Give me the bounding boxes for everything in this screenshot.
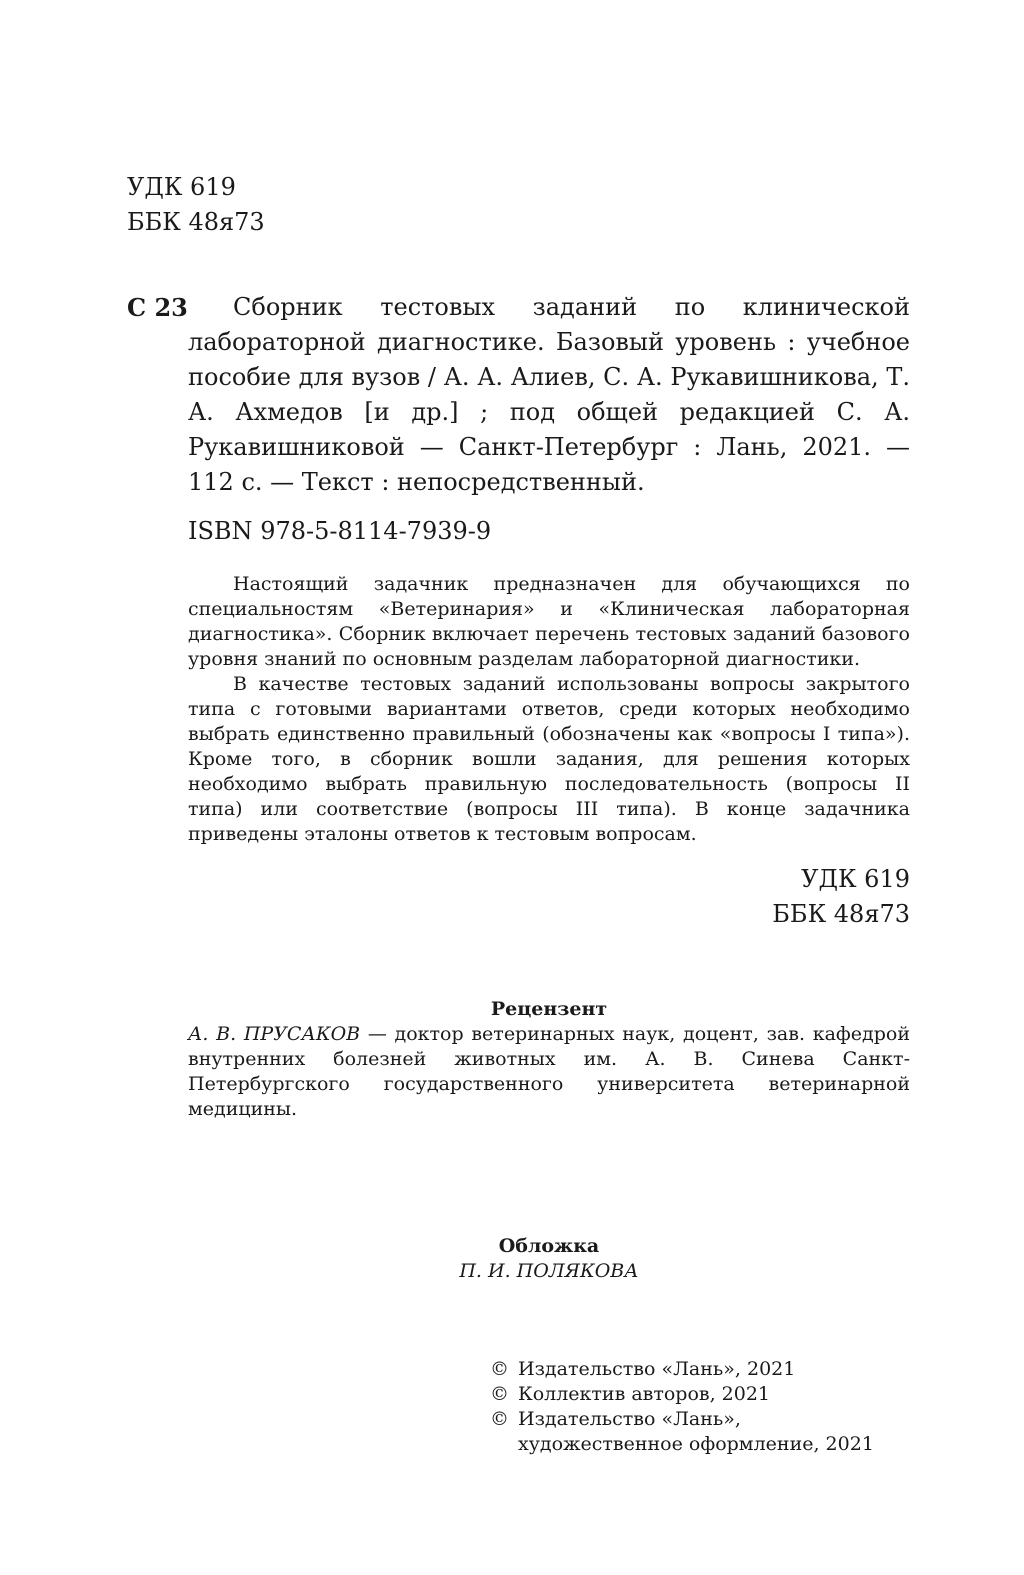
copyright-line-1 (490, 1357, 874, 1382)
copyright-symbol: © (490, 1408, 509, 1430)
bbk-code-bottom: ББК 48я73 (772, 900, 910, 928)
annotation-paragraph-2: В качестве тестовых заданий использованы вопросы закрытого типа с готовыми вариантами ответов, среди которых необходимо выбрать единственно правильный (обозначены как «вопросы I типа»). Кроме того, в сборник вошли задания, для решения которых необходимо выбрать правильную последовательность (вопросы II типа) или соответствие (вопросы III типа). В конце задачника приведены эталоны ответов к тестовым вопросам. (188, 673, 910, 845)
copyright-line-2 (490, 1382, 874, 1407)
bibliographic-description: Сборник тестовых заданий по клинической лабораторной диагностике. Базовый уровень : учебное пособие для вузов / А. А. Алиев, С. А. Рукавишникова, Т. А. Ахмедов [и др.] ; под общей редакцией С. А. Рукавишниковой — Санкт-Петербург : Лань, 2021. — 112 с. — Текст : непосредственный. (188, 293, 910, 496)
copyright-text-3b: художественное оформление, 2021 (518, 1433, 874, 1455)
copyright-symbol: © (490, 1383, 509, 1405)
reviewer-name: А. В. ПРУСАКОВ (188, 1023, 361, 1045)
udk-code: УДК 619 (127, 173, 236, 201)
cover-heading: Обложка (498, 1235, 600, 1257)
bbk-code: ББК 48я73 (127, 208, 265, 236)
cover-designer: П. И. ПОЛЯКОВА (459, 1260, 639, 1282)
copyright-text-3a: Издательство «Лань», (518, 1408, 741, 1430)
cover-block (188, 1234, 910, 1284)
udk-code-bottom: УДК 619 (801, 865, 910, 893)
copyright-block (490, 1357, 874, 1457)
reviewer-heading: Рецензент (490, 998, 608, 1020)
copyright-line-3 (490, 1407, 874, 1432)
copyright-text-2: Коллектив авторов, 2021 (518, 1383, 771, 1405)
annotation-paragraph-1: Настоящий задачник предназначен для обучающихся по специальностям «Ветеринария» и «Клиническая лабораторная диагностика». Сборник включает перечень тестовых заданий базового уровня знаний по основным разделам лабораторной диагностики. (188, 573, 910, 670)
reviewer-block (188, 997, 910, 1122)
annotation (188, 572, 910, 847)
classification-bottom (772, 862, 910, 932)
copyright-symbol: © (490, 1358, 509, 1380)
isbn: ISBN 978-5-8114-7939-9 (188, 517, 492, 545)
classification-top (127, 170, 265, 240)
reviewer-details: — доктор ветеринарных наук, доцент, зав. кафедрой внутренних болезней животных им. А. В. Синева Санкт-Петербургского государственного университета ветеринарной медицины. (188, 1023, 910, 1120)
author-mark: С 23 (127, 293, 188, 322)
reviewer-text (188, 1022, 910, 1122)
copyright-line-4 (490, 1432, 874, 1457)
copyright-text-1: Издательство «Лань», 2021 (518, 1358, 796, 1380)
